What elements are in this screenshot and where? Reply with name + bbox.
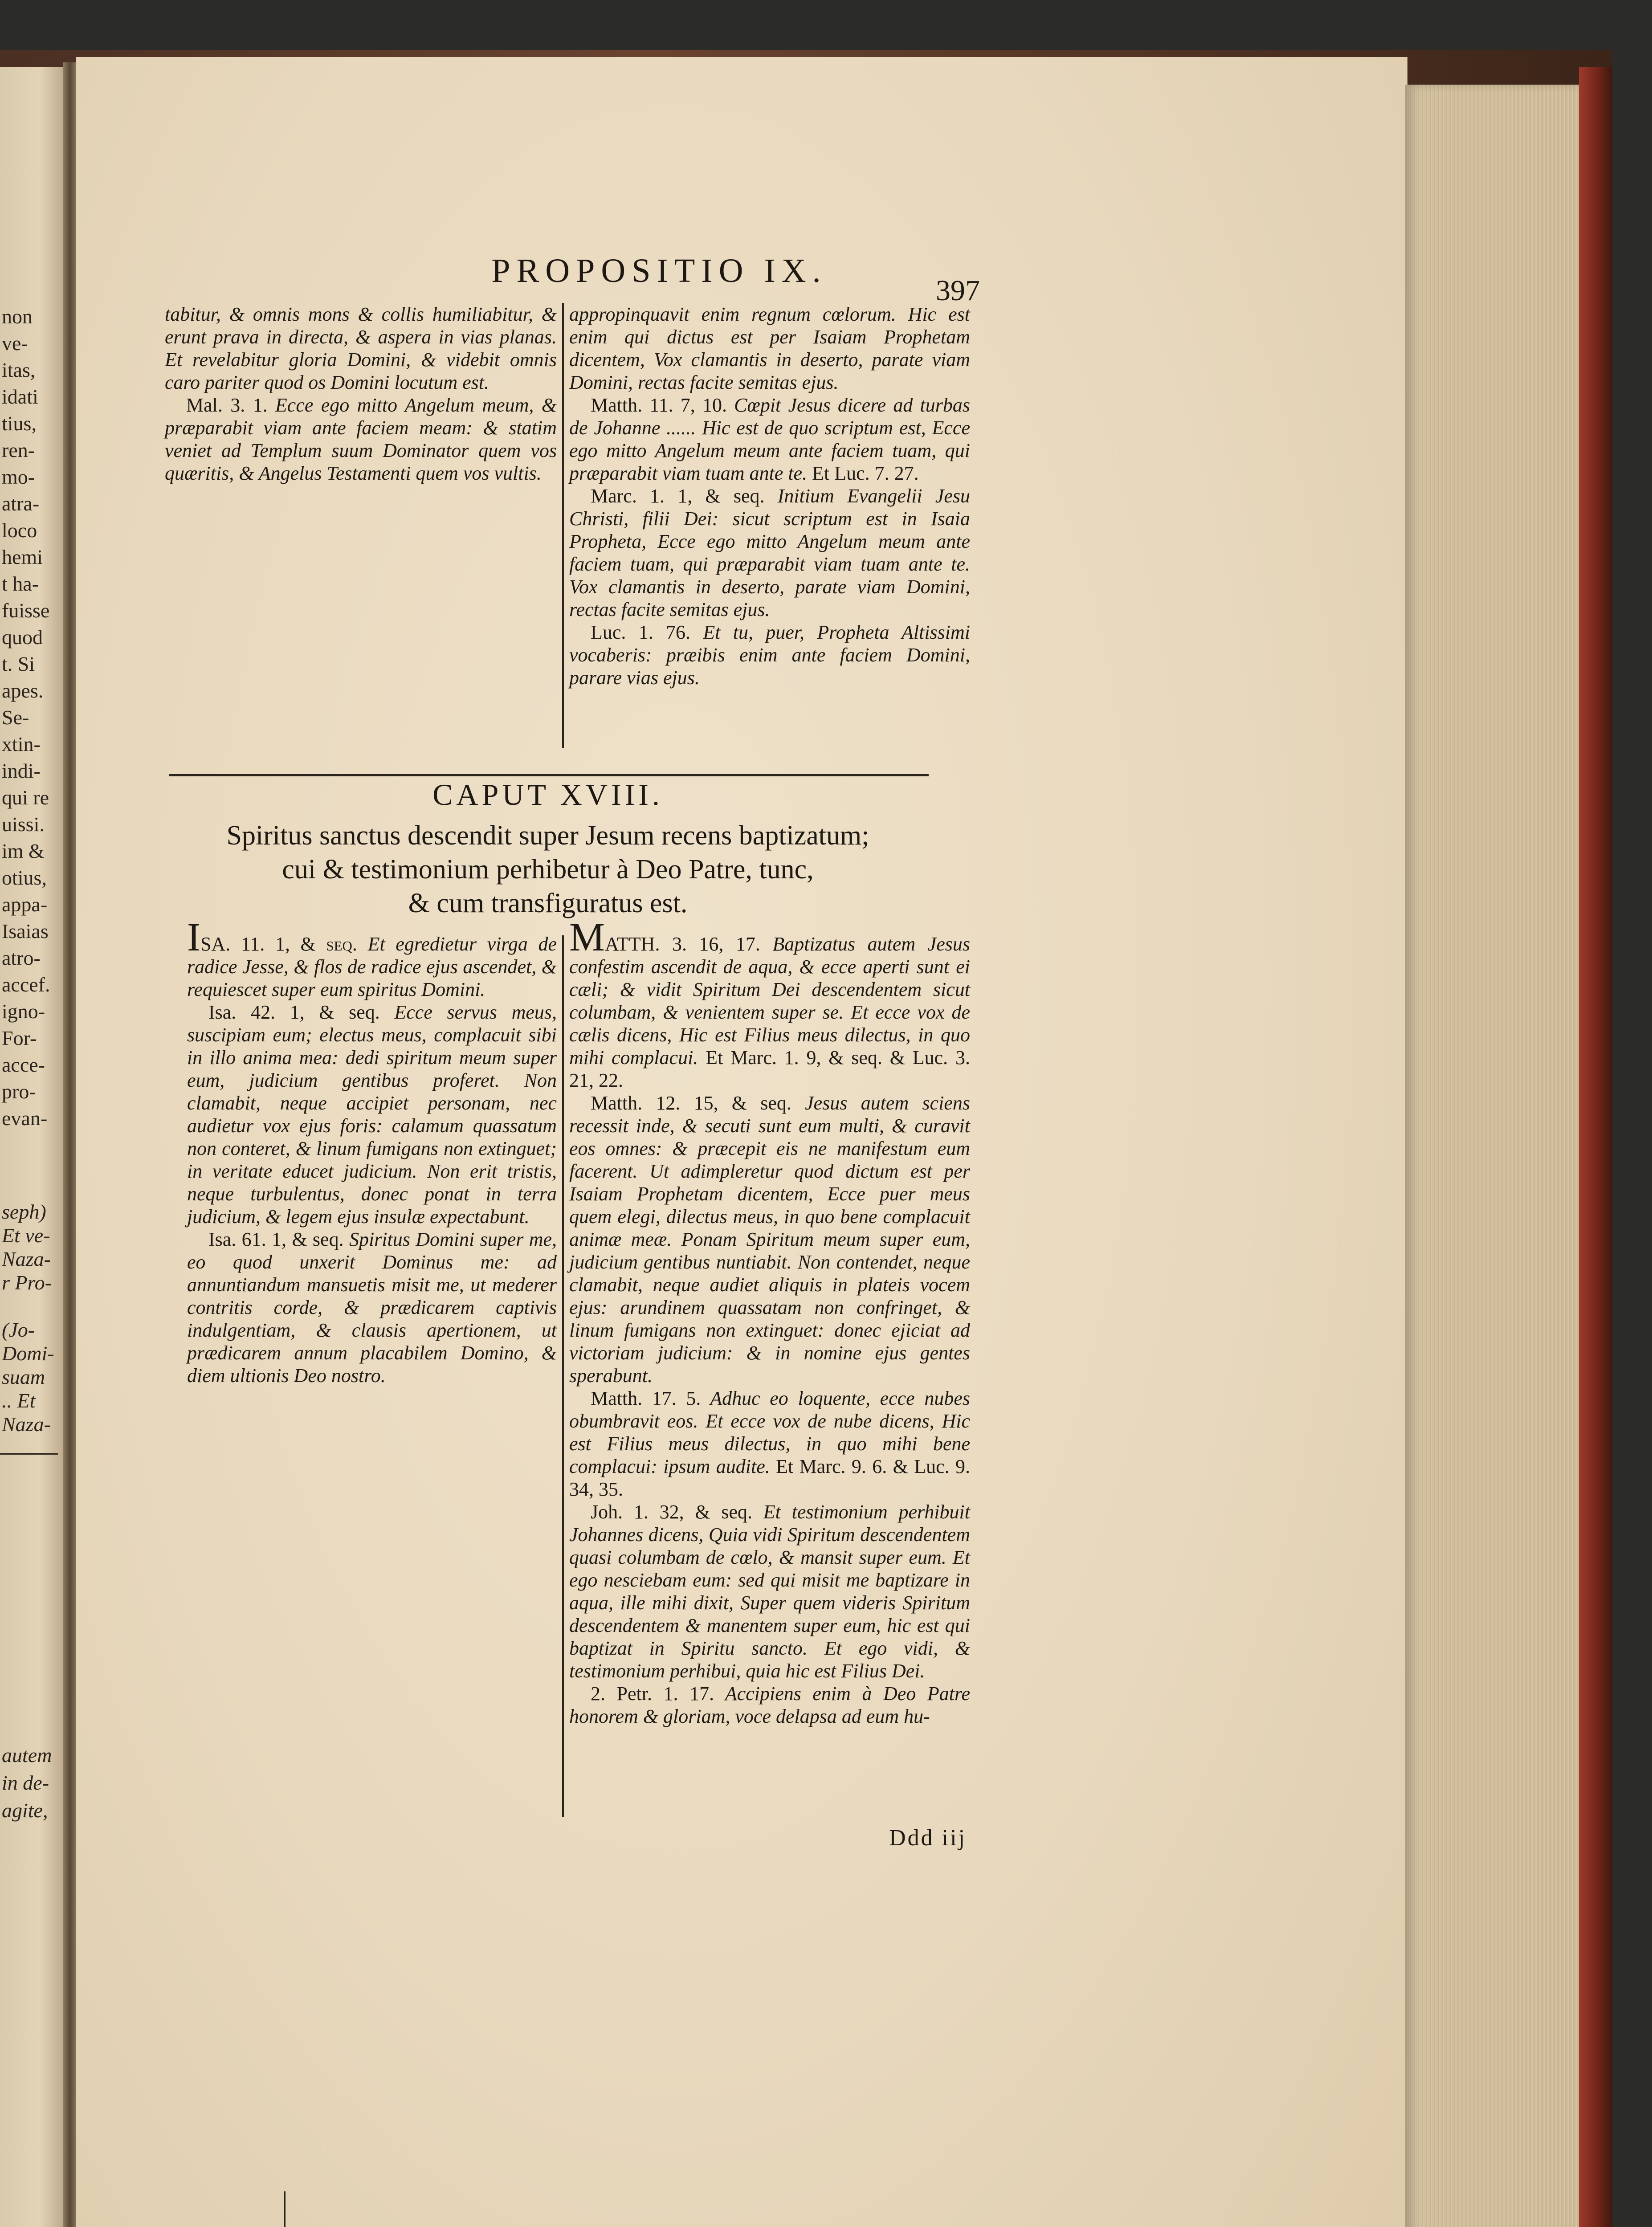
left-page-fragment: Naza- [2,1248,51,1270]
scripture-reference: ATTH. 3. 16, 17. [605,933,760,955]
quotation-text: Cœpit Jesus dicere ad turbas de Johanne ...... Hic est de quo scriptum est, Ecce ego mitto Angelum meum ante faciem tuam, qui præparabit viam tuam ante te. [569,394,971,484]
left-page-fragment: apes. [2,679,44,702]
scripture-reference: Mal. 3. 1. [186,394,268,416]
paragraph [187,1001,557,1228]
paragraph [569,915,970,1092]
left-page-fragment: atro- [2,946,41,969]
quotation-text: Accipiens enim à Deo Patre honorem & gloriam, voce delapsa ad eum hu- [569,1683,970,1727]
paragraph [569,1092,970,1387]
paragraph [569,621,970,689]
left-page-fragment: (Jo- [2,1318,35,1341]
left-page-fragment: Naza- [2,1413,51,1436]
bottom-right-column [569,915,971,1728]
chapter-subtitle: Spiritus sanctus descendit super Jesum recens baptizatum; cui & testimonium perhibetur à Deo Patre, tunc, & cum transfiguratus est. [226,820,869,918]
left-page-fragment: idati [2,385,38,408]
column-rule-bottom [562,935,564,1817]
stray-rule [284,2191,286,2227]
quotation-text: Ecce servus meus, suscipiam eum; electus meus, complacuit sibi in illo anima mea: dedi spiritum meum super eum, judicium gentibus proferet. Non clamabit, neque accipiet personam, nec audietur vox ejus foris: calamum quassatum non conteret, & linum fumigans non extinguet; in veritate educet judicium. Non erit tristis, neque turbulentus, donec ponat in terra judicium, & legem ejus insulæ expectabunt. [187,1001,557,1228]
left-page-fragment: tius, [2,412,37,435]
left-page-fragment: uissi. [2,813,45,836]
scripture-reference: Matth. 11. 7, 10. [591,394,727,416]
chapter-separator-rule [169,774,929,776]
quotation-text: Jesus autem sciens recessit inde, & secuti sunt eum multi, & curavit eos omnes: & præcepit eis ne manifestum eum facerent. Ut adimpleretur quod dictum est per Isaiam Prophetam dicentem, Ecce puer meus quem elegi, dilectus meus, in quo bene complacuit animæ meæ. Ponam Spiritum meum super eum, judicium gentibus nuntiabit. Non contendet, neque clamabit, neque audiet aliquis in plateis vocem ejus: arundinem quassatam non confringet, & linum fumigans non extinguet: donec ejiciat ad victoriam judicium: & in nomine ejus gentes sperabunt. [569,1092,970,1387]
left-page [0,67,67,2227]
left-page-fragment: fuisse [2,599,50,622]
left-page-fragment: evan- [2,1107,48,1130]
scripture-reference: Matth. 17. 5. [591,1387,701,1409]
left-page-fragment: t. Si [2,653,35,675]
left-page-fragment: pro- [2,1080,36,1103]
left-page-fragment: xtin- [2,733,41,755]
left-page-fragment: suam [2,1366,45,1388]
left-page-fragment: atra- [2,492,40,515]
quotation-text: Spiritus Domini super me, eo quod unxerit Dominus me: ad annuntiandum mansuetis misit me, ut mederer contritis corde, & prædicarem captivis indulgentiam, & clausis apertionem, ut prædicarem annum placabilem Domino, & diem ultionis Deo nostro. [187,1228,557,1387]
paragraph: tabitur, & omnis mons & collis humiliabitur, & erunt prava in directa, & aspera in vias planas. Et revelabitur gloria Domini, & videbit omnis caro pariter quod os Domini locutum est. [165,303,557,393]
left-page-fragment: ve- [2,332,28,355]
scripture-reference: 2. Petr. 1. 17. [591,1683,714,1705]
column-rule-top [562,303,564,748]
scripture-reference: Joh. 1. 32, & seq. [591,1501,753,1523]
scripture-reference: Luc. 1. 76. [591,621,691,643]
running-title: PROPOSITIO IX. [491,252,827,290]
left-page-fragment: seph) [2,1200,46,1223]
left-page-fragment: ren- [2,439,35,461]
bottom-left-column [187,915,557,1387]
quotation-text: Baptizatus autem Jesus confestim ascendit de aqua, & ecce aperti sunt ei cæli; & vidit Spiritum Dei descendentem sicut columbam, & venientem super se. Et ecce vox de cælis dicens, Hic est Filius meus dilectus, in quo mihi complacui. [569,933,970,1069]
chapter-title: CAPUT XVIII. [432,778,663,812]
left-page-fragment: t ha- [2,572,39,595]
top-left-column [165,303,557,485]
left-page-fragment: in de- [2,1771,49,1794]
paragraph [187,1228,557,1387]
left-page-fragment: igno- [2,1000,45,1023]
paragraph [569,1387,970,1501]
page-number: 397 [936,274,980,307]
scripture-reference: Marc. 1. 1, & seq. [591,485,765,507]
left-page-fragment: hemi [2,546,43,568]
left-page-fragment: appa- [2,893,48,916]
left-page-fragment: r Pro- [2,1271,52,1294]
left-page-fragment: .. Et [2,1389,36,1412]
cross-reference: Et Marc. 9. 6. & Luc. 9. 34, 35. [569,1456,970,1500]
left-page-fragment: Se- [2,706,29,729]
left-page-fragment: non [2,305,33,328]
quotation-text: Initium Evangelii Jesu Christi, filii Dei: sicut scriptum est in Isaia Propheta, Ecce ego mitto Angelum meum ante faciem tuam, qui præparabit viam tuam ante te. Vox clamantis in deserto, parate viam Domini, rectas facite semitas ejus. [569,485,970,620]
left-page-fragment: autem [2,1744,52,1766]
left-page-fragment: agite, [2,1799,48,1822]
drop-capital: M [569,915,605,959]
scripture-reference: Isa. 42. 1, & seq. [208,1001,380,1023]
quotation-text: Ecce ego mitto Angelum meum, & præparabit viam ante faciem meam: & statim veniet ad Templum suum Dominator quem vos quæritis, & Angelus Testamenti quem vos vultis. [165,394,557,484]
cross-reference: Et Luc. 7. 27. [807,462,919,484]
page-fore-edge [1405,85,1583,2227]
quotation-text: Et egredietur virga de radice Jesse, & flos de radice ejus ascendet, & requiescet super eum spiritus Domini. [187,933,557,1000]
book-gutter [63,62,77,2227]
left-page-fragment: For- [2,1027,37,1049]
left-page-fragment: itas, [2,359,36,381]
left-page-fragment: quod [2,626,43,649]
book-board-edge [1579,67,1612,2227]
quotation-text: Adhuc eo loquente, ecce nubes obumbravit eos. Et ecce vox de nube dicens, Hic est Filius meus dilectus, in quo mihi bene complacui: ipsum audite. [569,1387,971,1477]
left-page-fragment: Isaias [2,920,49,942]
left-page-fragment: Et ve- [2,1224,50,1247]
drop-capital: I [187,915,200,959]
left-page-fragment: otius, [2,866,47,889]
paragraph [187,915,557,1001]
scripture-reference: SA. 11. 1, & seq. [200,933,357,955]
scripture-reference: Isa. 61. 1, & seq. [208,1228,344,1250]
paragraph [569,394,970,485]
scripture-reference: Matth. 12. 15, & seq. [591,1092,791,1114]
paragraph: appropinquavit enim regnum cœlorum. Hic est enim qui dictus est per Isaiam Prophetam dicentem, Vox clamantis in deserto, parate viam Domini, rectas facite semitas ejus. [569,303,970,393]
paragraph [569,485,970,621]
left-page-fragment: qui re [2,786,49,809]
left-page-fragment: Domi- [2,1342,54,1365]
signature-mark: Ddd iij [889,1825,967,1851]
paragraph [569,1682,970,1728]
left-page-fragment: accef. [2,973,50,996]
cross-reference: Et Marc. 1. 9, & seq. & Luc. 3. 21, 22. [569,1047,970,1091]
left-page-fragment: im & [2,840,45,862]
left-page-rule [0,1453,58,1455]
left-page-fragment: mo- [2,465,35,488]
left-page-fragment: loco [2,519,37,542]
paragraph [569,1501,970,1682]
left-page-fragment: acce- [2,1053,45,1076]
quotation-text: Et testimonium perhibuit Johannes dicens, Quia vidi Spiritum descendentem quasi columbam de cœlo, & mansit super eum. Et ego nesciebam eum: sed qui misit me baptizare in aqua, ille mihi dixit, Super quem videris Spiritum descendentem & manentem super eum, hic est qui baptizat in Spiritu sancto. Et ego vidi, & testimonium perhibui, quia hic est Filius Dei. [569,1501,971,1682]
left-page-fragment: indi- [2,759,41,782]
top-right-column [569,303,970,689]
quotation-text: Et tu, puer, Propheta Altissimi vocaberis: præibis enim ante faciem Domini, parare vias ejus. [569,621,971,689]
paragraph [165,394,557,485]
